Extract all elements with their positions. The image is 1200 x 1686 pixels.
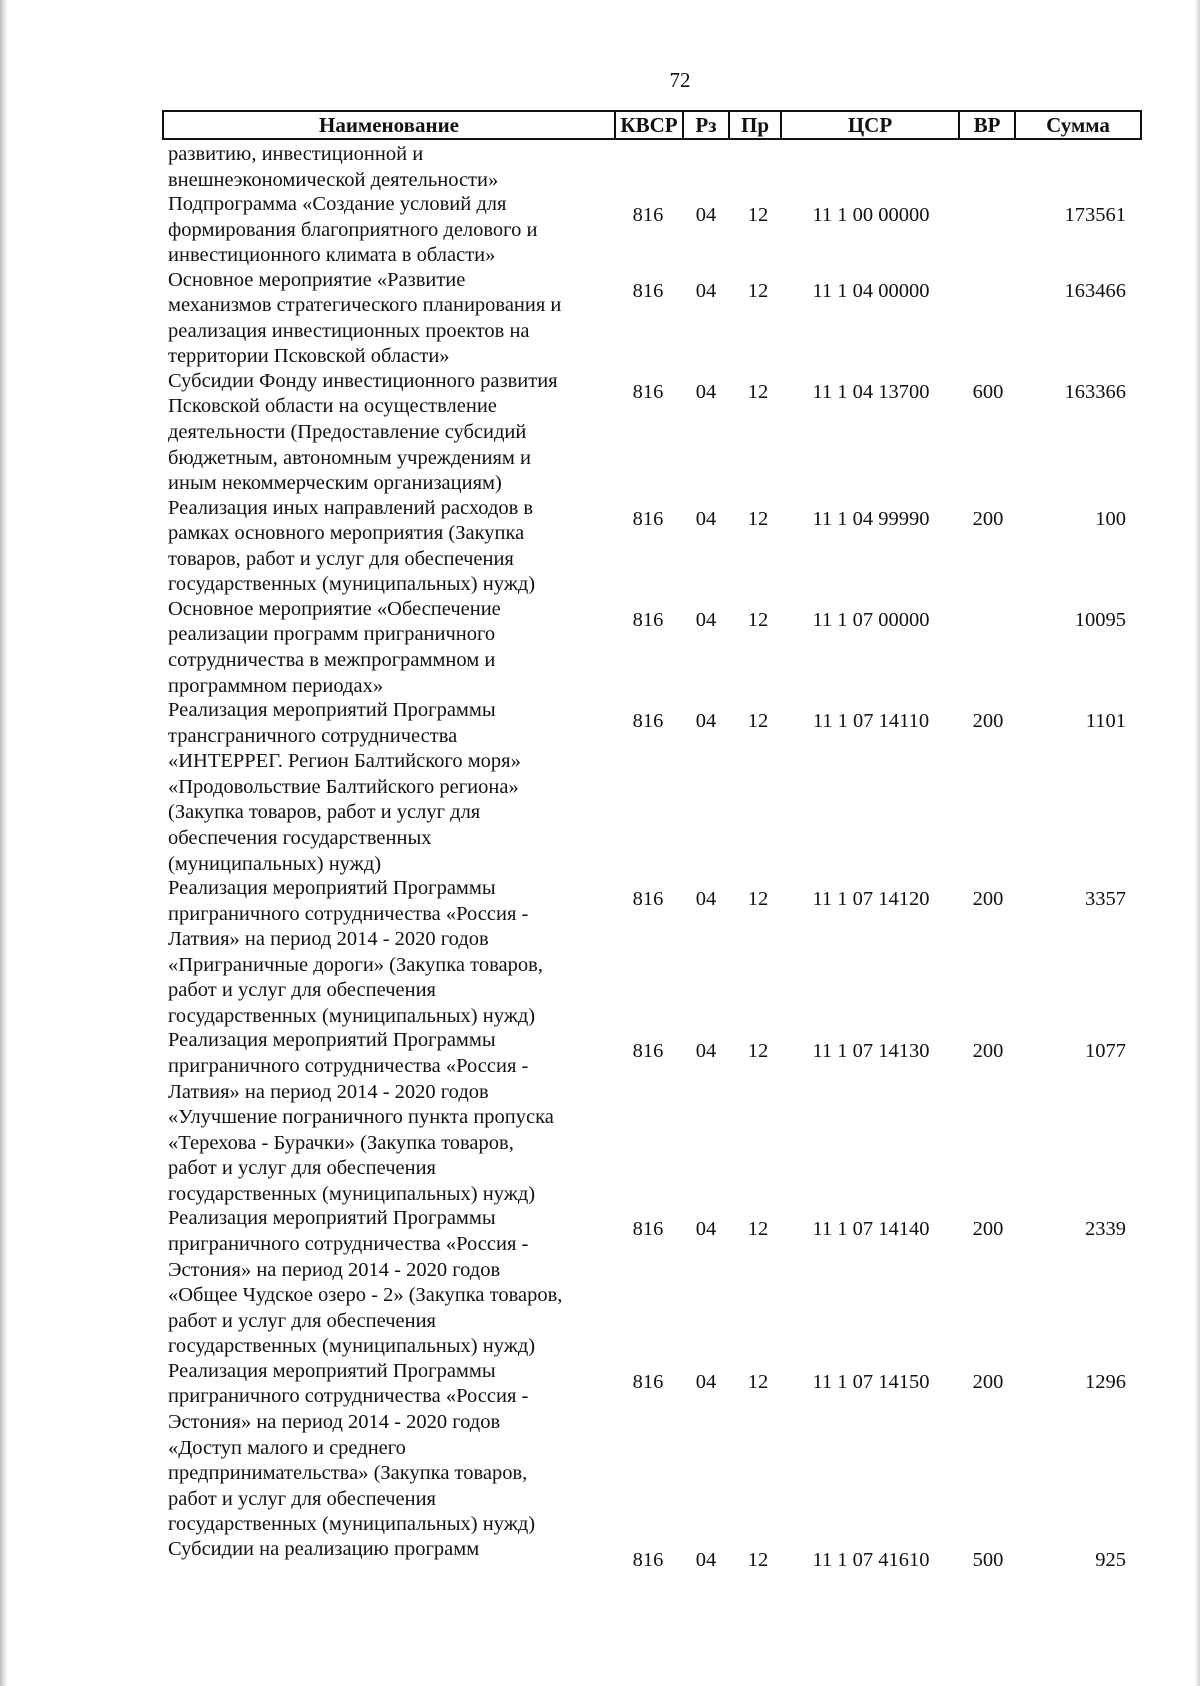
row-name-line: «Общее Чудское озеро - 2» (Закупка товаров, [168,1284,563,1307]
cell-csr: 11 1 07 14120 [812,888,930,910]
row-name-line: Основное мероприятие «Обеспечение [168,597,501,620]
row-name-line: развитию, инвестиционной и [168,143,424,165]
row-name-line: Подпрограмма «Создание условий для [168,193,507,215]
row-name-line: государственных (муниципальных) нужд) [168,1335,536,1358]
cell-rz: 04 [695,1040,717,1063]
row-name-line: внешнеэкономической деятельности» [168,168,499,191]
row-name-line: Эстония» на период 2014 - 2020 годов [168,1411,501,1433]
cell-vr: 200 [972,1040,1004,1063]
row-name-line: реализация инвестиционных проектов на [168,319,530,342]
cell-rz: 04 [695,507,717,530]
row-name-line: работ и услуг для обеспечения [168,1157,436,1180]
cell-csr: 11 1 07 14150 [812,1370,930,1393]
row-name-line: бюджетным, автономным учреждениям и [168,446,531,469]
row-name-line: трансграничного сотрудничества [168,724,458,747]
cell-pr: 12 [747,888,769,910]
row-name-line: государственных (муниципальных) нужд) [168,1183,536,1205]
cell-kvsr: 816 [632,507,664,530]
row-name-line: инвестиционного климата в области» [168,244,496,267]
row-name-line: Реализация мероприятий Программы [168,1359,496,1382]
cell-rz: 04 [695,1548,717,1571]
row-name-line: сотрудничества в межпрограммном и [168,649,496,671]
row-name-line: работ и услуг для обеспечения [168,1309,436,1332]
row-name-line: работ и услуг для обеспечения [168,979,436,1002]
cell-csr: 11 1 07 00000 [812,608,930,631]
row-name-line: Эстония» на период 2014 - 2020 годов [168,1258,501,1281]
header-row [163,111,1141,139]
row-name-line: Реализация иных направлений расходов в [168,496,534,519]
cell-csr: 11 1 04 99990 [812,507,930,530]
row-name-line: рамках основного мероприятия (Закупка [168,522,525,545]
column-header-name: Наименование [163,111,615,139]
row-name-line: Реализация мероприятий Программы [168,1207,496,1230]
row-name-line: Псковской области на осуществление [168,395,497,418]
cell-kvsr: 816 [632,710,664,732]
column-header-kvsr: КВСР [615,111,683,139]
cell-vr: 600 [972,380,1004,403]
row-name-line: «Приграничные дороги» (Закупка товаров, [168,953,543,976]
cell-sum: 3357 [1085,888,1126,910]
row-name-line: обеспечения государственных [168,827,432,849]
row-name-line: Основное мероприятие «Развитие [168,268,466,291]
row-name-line: Латвия» на период 2014 - 2020 годов [168,1080,489,1103]
row-name-line: программном периодах» [168,674,384,697]
cell-pr: 12 [747,1548,769,1571]
row-name-line: приграничного сотрудничества «Россия - [168,902,529,925]
cell-pr: 12 [747,204,769,226]
page-number: 72 [669,68,691,92]
row-name-line: территории Псковской области» [168,345,450,368]
cell-kvsr: 816 [632,1040,664,1063]
cell-pr: 12 [747,1370,769,1393]
cell-rz: 04 [695,608,717,631]
cell-csr: 11 1 04 00000 [812,279,930,302]
row-name-line: формирования благоприятного делового и [168,218,538,241]
cell-kvsr: 816 [632,1218,664,1241]
scan-edge-left [0,0,8,1686]
row-name-line: реализации программ приграничного [168,623,496,646]
cell-csr: 11 1 07 41610 [812,1548,930,1571]
row-name-line: государственных (муниципальных) нужд) [168,573,536,596]
cell-pr: 12 [747,710,769,732]
cell-csr: 11 1 00 00000 [812,204,930,226]
row-name-line: государственных (муниципальных) нужд) [168,1005,536,1027]
cell-csr: 11 1 04 13700 [812,380,930,403]
row-name-line: «Доступ малого и среднего [168,1436,406,1459]
row-name-line: товаров, работ и услуг для обеспечения [168,547,514,570]
cell-sum: 100 [1095,507,1126,530]
row-name-line: приграничного сотрудничества «Россия - [168,1385,529,1408]
row-name-line: приграничного сотрудничества «Россия - [168,1055,529,1077]
cell-csr: 11 1 07 14140 [812,1218,930,1241]
row-name-line: «Улучшение пограничного пункта пропуска [168,1106,554,1129]
cell-kvsr: 816 [632,888,664,910]
cell-sum: 163466 [1064,279,1126,302]
cell-rz: 04 [695,279,717,302]
cell-vr: 200 [972,1370,1004,1393]
row-name-line: приграничного сотрудничества «Россия - [168,1233,529,1255]
row-name-line: (муниципальных) нужд) [168,852,382,875]
cell-kvsr: 816 [632,1370,664,1393]
table-header [162,110,1142,140]
cell-rz: 04 [695,888,717,910]
row-name-line: деятельности (Предоставление субсидий [168,421,527,443]
row-name-line: «ИНТЕРРЕГ. Регион Балтийского моря» [168,750,521,773]
column-header-sum: Сумма [1015,111,1141,139]
cell-sum: 10095 [1074,608,1126,631]
row-name-line: Субсидии на реализацию программ [168,1537,480,1560]
row-name-line: предпринимательства» (Закупка товаров, [168,1462,528,1485]
cell-vr: 200 [972,710,1004,732]
cell-vr: 200 [972,507,1004,530]
row-name-line: механизмов стратегического планирования и [168,294,562,317]
cell-pr: 12 [747,507,769,530]
column-header-csr: ЦСР [781,111,959,139]
cell-pr: 12 [747,1218,769,1241]
cell-vr: 500 [972,1548,1004,1571]
row-name-line: работ и услуг для обеспечения [168,1487,436,1510]
cell-sum: 1077 [1085,1040,1126,1063]
cell-rz: 04 [695,204,717,226]
cell-pr: 12 [747,608,769,631]
cell-rz: 04 [695,380,717,403]
cell-sum: 1101 [1085,710,1126,732]
row-name-line: Реализация мероприятий Программы [168,699,496,721]
cell-sum: 925 [1095,1548,1126,1571]
row-name-line: «Продовольствие Балтийского региона» [168,775,519,798]
cell-kvsr: 816 [632,1548,664,1571]
cell-pr: 12 [747,380,769,403]
row-name-line: «Терехова - Бурачки» (Закупка товаров, [168,1131,514,1154]
cell-sum: 1296 [1085,1370,1126,1393]
cell-kvsr: 816 [632,204,664,226]
cell-kvsr: 816 [632,608,664,631]
row-name-line: государственных (муниципальных) нужд) [168,1513,536,1536]
cell-sum: 2339 [1085,1218,1126,1241]
row-name-line: Субсидии Фонду инвестиционного развития [168,369,558,392]
cell-kvsr: 816 [632,279,664,302]
scan-edge-right [1194,0,1200,1686]
row-name-line: Реализация мероприятий Программы [168,877,496,899]
row-name-line: Латвия» на период 2014 - 2020 годов [168,928,489,951]
cell-pr: 12 [747,279,769,302]
column-header-pr: Пр [729,111,781,139]
cell-rz: 04 [695,1218,717,1241]
cell-csr: 11 1 07 14110 [812,710,930,732]
cell-sum: 163366 [1064,380,1126,403]
column-header-vr: ВР [959,111,1015,139]
cell-rz: 04 [695,710,717,732]
column-header-rz: Рз [683,111,729,139]
cell-vr: 200 [972,1218,1004,1241]
row-name-line: иным некоммерческим организациям) [168,472,502,495]
cell-csr: 11 1 07 14130 [812,1040,930,1063]
row-name-line: (Закупка товаров, работ и услуг для [168,801,481,824]
row-name-line: Реализация мероприятий Программы [168,1029,496,1052]
cell-rz: 04 [695,1370,717,1393]
cell-kvsr: 816 [632,380,664,403]
cell-pr: 12 [747,1040,769,1063]
cell-vr: 200 [972,888,1004,910]
cell-sum: 173561 [1064,204,1126,226]
